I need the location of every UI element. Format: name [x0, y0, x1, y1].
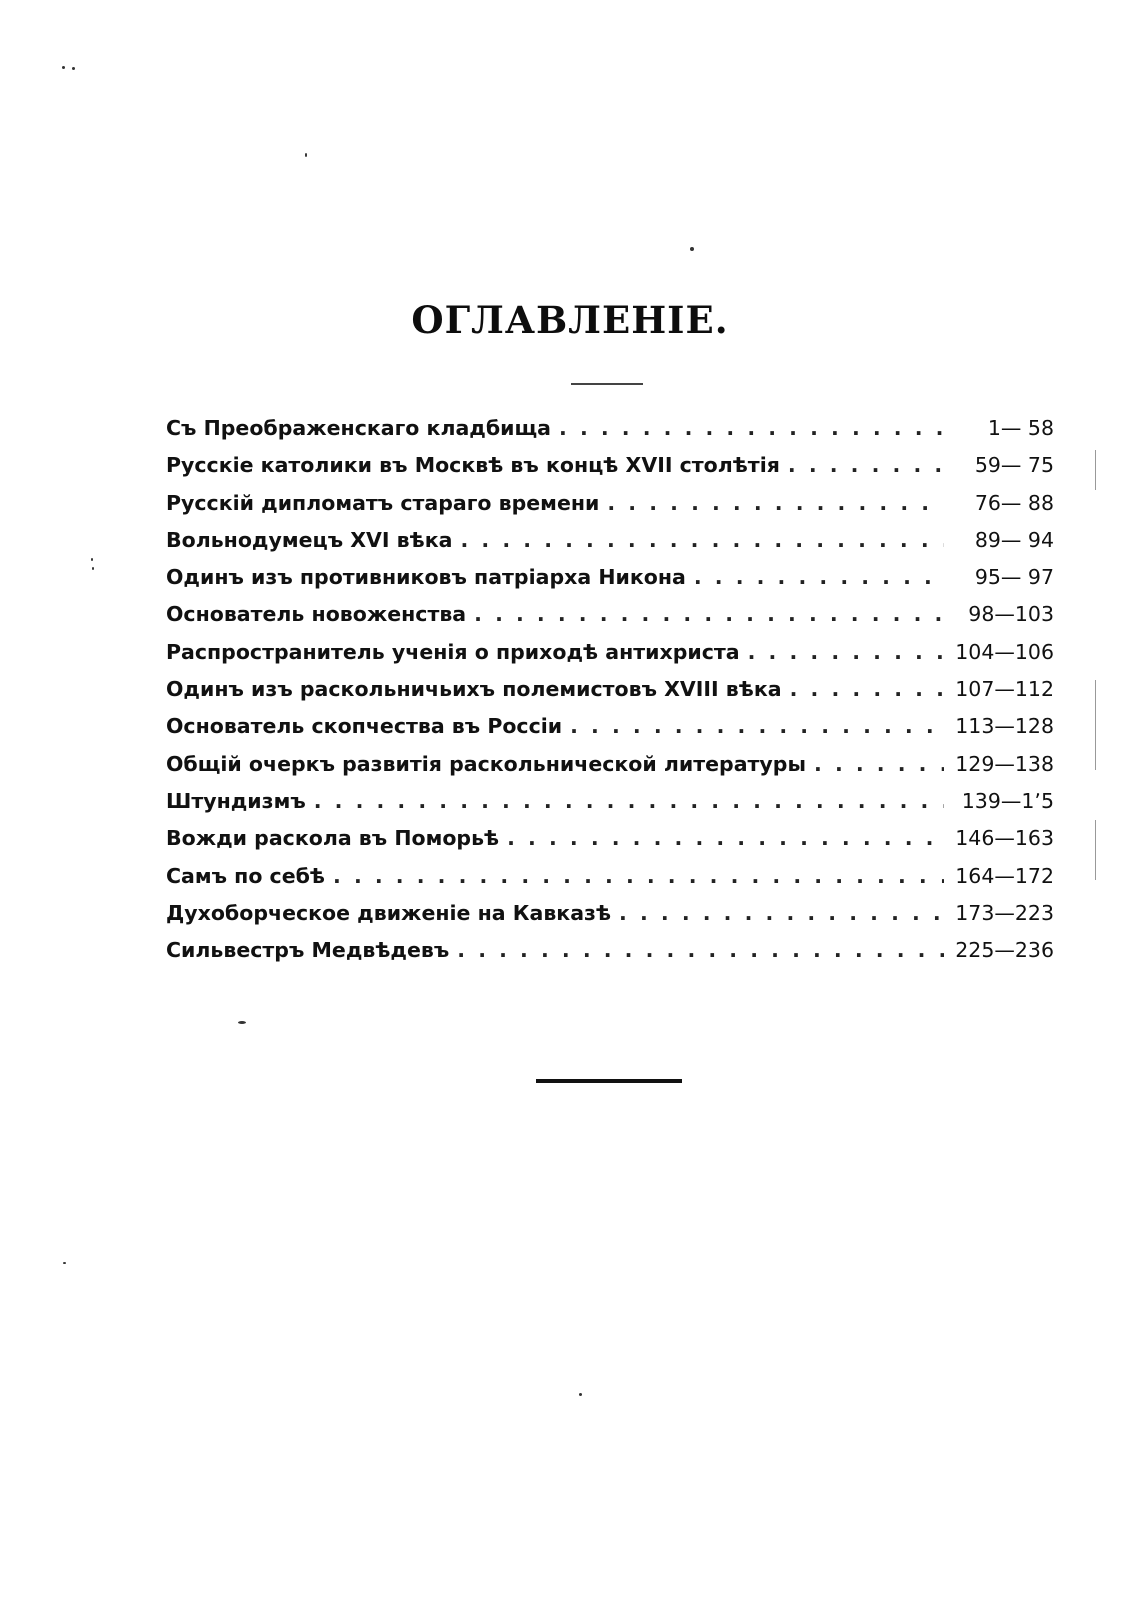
- toc-entry: [166, 826, 1054, 863]
- scan-speck: [62, 66, 65, 69]
- dot-leader: [333, 864, 944, 888]
- toc-entry: [166, 752, 1054, 789]
- toc-entry-pages: 95— 97: [974, 565, 1054, 590]
- closing-rule: [536, 1079, 682, 1083]
- dot-leader: [694, 565, 944, 589]
- toc-entry-pages: 164—172: [955, 863, 1054, 888]
- toc-entry: [166, 677, 1054, 714]
- dot-leader: [790, 677, 944, 701]
- scan-speck: [690, 247, 694, 251]
- toc-entry: [166, 789, 1054, 826]
- dot-leader: [474, 602, 944, 626]
- toc-entry-pages: 173—223: [955, 900, 1054, 925]
- toc-entry-pages: 76— 88: [974, 490, 1054, 515]
- dot-leader: [748, 640, 944, 664]
- toc-entry-title: Русскій дипломатъ стараго времени: [166, 490, 600, 515]
- toc-entry: [166, 453, 1054, 490]
- scan-edge-line: [1095, 680, 1096, 770]
- scan-speck: [91, 558, 93, 561]
- toc-entry-pages: 1— 58: [987, 416, 1054, 440]
- toc-entry: [166, 528, 1054, 565]
- toc-entry-title: Духоборческое движеніе на Кавказѣ: [166, 900, 612, 925]
- dot-leader: [314, 789, 944, 813]
- dot-leader: [788, 453, 944, 477]
- toc-entry: [166, 714, 1054, 751]
- table-of-contents: [166, 416, 1054, 975]
- scan-edge-line: [1095, 820, 1096, 880]
- toc-entry-pages: 139—1ʼ5: [961, 788, 1054, 813]
- toc-entry: [166, 901, 1054, 938]
- scan-speck: [63, 1262, 66, 1264]
- dot-leader: [607, 491, 944, 515]
- toc-entry-title: Одинъ изъ раскольничьихъ полемистовъ XVIII вѣка: [166, 677, 782, 702]
- toc-entry-title: Общій очеркъ развитія раскольнической литературы: [166, 751, 807, 776]
- toc-entry-pages: 89— 94: [974, 527, 1054, 552]
- toc-entry: [166, 565, 1054, 602]
- toc-entry-title: Русскіе католики въ Москвѣ въ концѣ XVII столѣтія: [166, 453, 780, 478]
- toc-entry-pages: 129—138: [955, 751, 1054, 776]
- toc-entry-pages: 146—163: [955, 826, 1054, 851]
- toc-entry: [166, 602, 1054, 639]
- toc-entry-title: Штундизмъ: [166, 788, 306, 813]
- dot-leader: [559, 416, 944, 440]
- toc-entry: [166, 938, 1054, 975]
- dot-leader: [814, 752, 944, 776]
- toc-entry-title: Распространитель ученія о приходѣ антихриста: [166, 639, 740, 664]
- scan-speck: [72, 67, 75, 70]
- dot-leader: [507, 826, 944, 850]
- toc-entry-title: Вожди раскола въ Поморьѣ: [166, 826, 500, 851]
- dot-leader: [619, 901, 944, 925]
- dot-leader: [570, 714, 944, 738]
- toc-entry-title: Самъ по себѣ: [166, 863, 326, 888]
- toc-entry-pages: 225—236: [955, 938, 1054, 963]
- dot-leader: [461, 528, 945, 552]
- dot-leader: [457, 938, 944, 962]
- toc-entry-title: Вольнодумецъ XVI вѣка: [166, 527, 453, 552]
- scan-speck: [579, 1393, 582, 1396]
- scan-speck: [305, 153, 307, 157]
- toc-entry: [166, 640, 1054, 677]
- scan-speck: [238, 1021, 246, 1024]
- toc-entry-title: Одинъ изъ противниковъ патріарха Никона: [166, 565, 686, 590]
- toc-entry-pages: 104—106: [955, 639, 1054, 664]
- toc-entry-title: Съ Преображенскаго кладбища: [166, 416, 552, 440]
- scan-speck: [92, 567, 94, 570]
- toc-entry-title: Основатель новоженства: [166, 602, 467, 627]
- title-rule: [571, 383, 643, 385]
- page-title: ОГЛАВЛЕНІЕ.: [411, 298, 729, 342]
- toc-entry-pages: 113—128: [955, 714, 1054, 739]
- toc-entry-pages: 107—112: [955, 677, 1054, 702]
- toc-entry-title: Основатель скопчества въ Россіи: [166, 714, 563, 739]
- toc-entry: [166, 864, 1054, 901]
- toc-entry: [166, 491, 1054, 528]
- toc-entry-pages: 98—103: [968, 602, 1054, 627]
- scan-edge-line: [1095, 450, 1096, 490]
- toc-entry: [166, 416, 1054, 453]
- toc-entry-title: Сильвестръ Медвѣдевъ: [166, 938, 450, 963]
- toc-entry-pages: 59— 75: [974, 453, 1054, 478]
